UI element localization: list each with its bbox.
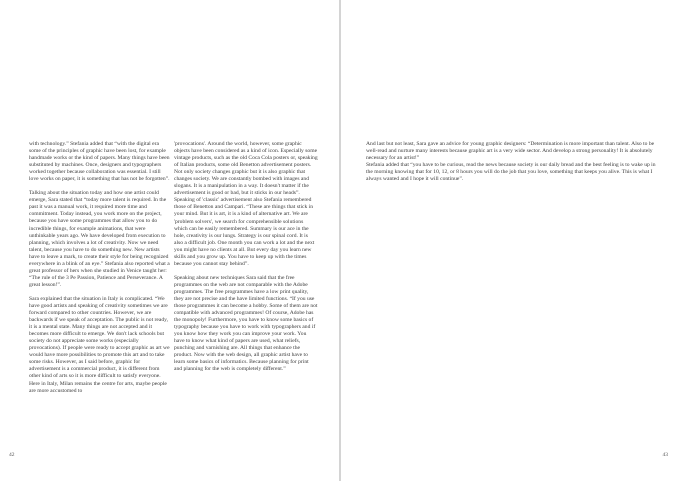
paragraph: And last but not least, Sara gave an advice for young graphic designers: “Determination is more important than talent. Also to be well-read and nurture many interests because graphic art is a very wide sector. And develop a strong personality! It is absolutely necessary for an artist!” Stefania added that “you have to be curious, read the news because society is our daily bread and the best feeling is to wake up in the morning knowing that for 10, 12, or 8 hours you will do the job that you love, something that keeps you alive. This is what I always wanted and I hope it will continue”. bbox=[366, 141, 656, 183]
paragraph: with technology.” Stefania added that “with the digital era some of the principles of graphic have been lost, for example handmade works or the kind of papers. Many things have been substituted by machines. Once, designers and typographers worked together because collaboration was essential. I still love works on paper, it is something that has not be forgotten”. bbox=[29, 141, 170, 183]
page-number-right: 43 bbox=[662, 452, 668, 458]
page-number-left: 42 bbox=[9, 452, 15, 458]
right-page bbox=[341, 0, 680, 481]
right-page-column-1 bbox=[366, 141, 656, 190]
left-page-column-2 bbox=[174, 141, 318, 381]
paragraph: Sara explained that the situation in Italy is complicated. “We have good artists and speaking of creativity sometimes we are forward compared to other countries. However, we are backwards if we speak of acceptation. The public is not ready, it is a mental state. Many things are not accepted and it becomes more difficult to emerge. We don't lack schools but society do not appreciate some works (especially provocations). If people were ready to accept graphic as art we would have more possibilities to promote this art and to take some risks. However, as I said before, graphic for advertisement is a commercial product, it is different from other kind of arts so it is more difficult to satisfy everyone. Here in Italy, Milan remains the centre for arts, maybe people are more accustomed to bbox=[29, 295, 170, 394]
paragraph: Talking about the situation today and how one artist could emerge, Sara stated that “today more talent is required. In the past it was a manual work, it required more time and commitment. Today instead, you work more on the project, because you have some programmes that allow you to do incredible things, for example animations, that were unthinkable years ago. We have developed from execution to planning, which involves a lot of creativity. Now we need talent, because you have to do something new. New artists have to leave a mark, to create their style for being recognized everywhere in a blink of an eye.” Stefania also reported what a great professor of hers when she studied in Venice taught her: “The rule of the 3 Pe Passion, Patience and Perseverance. A great lesson!”. bbox=[29, 190, 170, 288]
paragraph: 'provocations'. Around the world, however, some graphic objects have been considered as a kind of icon. Especially some vintage products, such as the old Coca Cola posters or, speaking of Italian products, some old Benetton advertisement posters. Not only society changes graphic but it is also graphic that changes society. We are constantly bombed with images and slogans. It is a manipulation in a way. It doesn't matter if the advertisement is good or bad, but it sticks in our heads”. Speaking of 'classic' advertisement also Stefania remembered those of Benetton and Campari. “These are things that stick in your mind. But it is art, it is a kind of alternative art. We are 'problem solvers', we search for comprehensible solutions which can be easily remembered. Summary is our ace in the hole, creativity is our lungs. Strategy is our spinal cord. It is also a difficult job. One month you can work a lot and the next you might have no clients at all. But every day you learn new skills and you grow up. You have to keep up with the times because you cannot stay behind”. bbox=[174, 141, 318, 267]
paragraph: Speaking about new techniques Sara said that the free programmes on the web are not comparable with the Adobe programmes. The free programmes have a low print quality, they are not precise and the have limited functions. “If you use those programmes it can become a hobby. Some of them are not compatible with advanced programmes! Of course, Adobe has the monopoly! Furthermore, you have to know some basics of typography because you have to work with typographers and if you know how they work you can improve your work. You have to know what kind of papers are used, what reliefs, punching and varnishing are. All things that enhance the product. Now with the web design, all graphic artist have to learn some basics of informatics. Because planning for print and planning for the web is completely different.” bbox=[174, 274, 318, 373]
left-page-column-1 bbox=[29, 141, 171, 402]
left-page bbox=[0, 0, 339, 481]
